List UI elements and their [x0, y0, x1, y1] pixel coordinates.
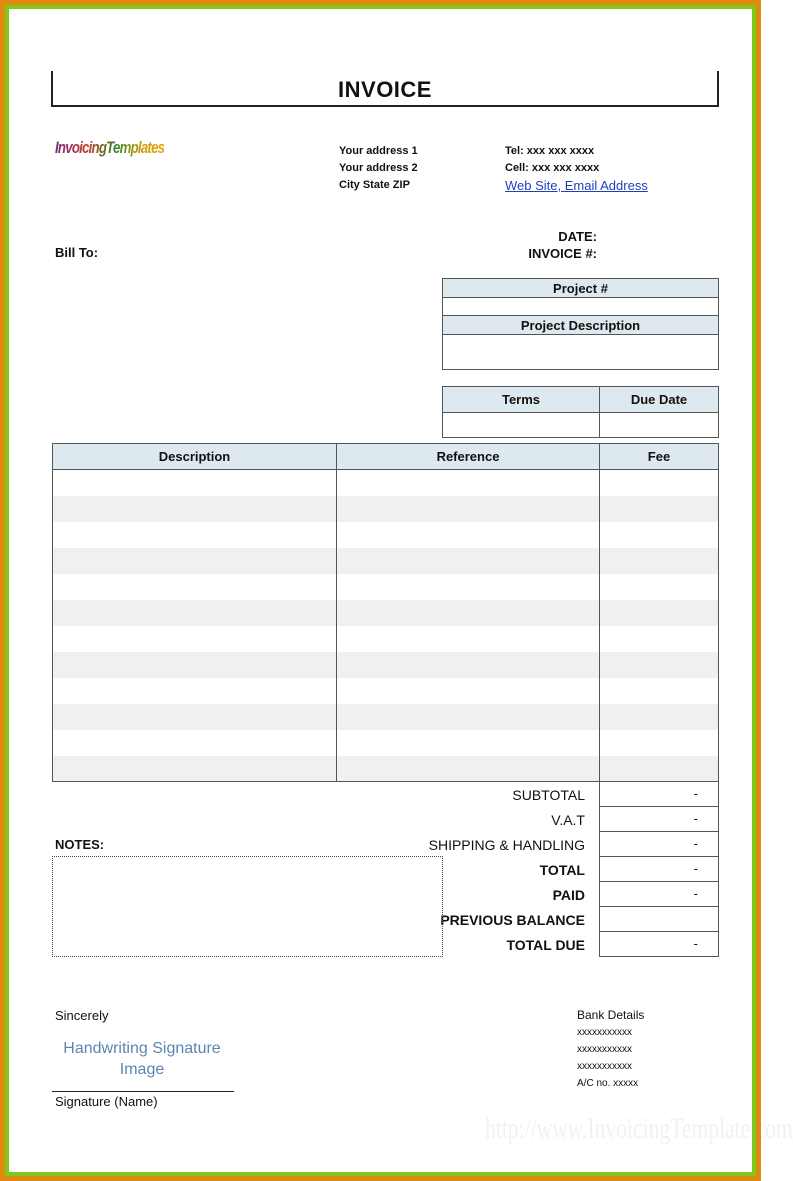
table-row — [53, 704, 719, 730]
terms-cell[interactable] — [443, 413, 600, 438]
invoice-meta — [528, 228, 597, 262]
table-row — [53, 600, 719, 626]
invoice-number-label: INVOICE #: — [528, 246, 597, 261]
project-number-header: Project # — [443, 279, 719, 298]
description-header: Description — [53, 444, 337, 470]
page-title: INVOICE — [338, 77, 432, 102]
description-cell[interactable] — [53, 704, 337, 730]
signature-line — [52, 1091, 234, 1092]
description-cell[interactable] — [53, 626, 337, 652]
address-line-1: Your address 1 — [339, 145, 418, 157]
signature-name: Signature (Name) — [55, 1094, 158, 1109]
description-cell[interactable] — [53, 548, 337, 574]
totals-value-cell[interactable]: - — [599, 932, 719, 957]
title-bar — [51, 71, 719, 107]
description-cell[interactable] — [53, 756, 337, 782]
address-line-2: Your address 2 — [339, 162, 418, 174]
bank-line-1: xxxxxxxxxxx — [577, 1027, 632, 1038]
project-number-cell[interactable] — [443, 298, 719, 316]
signature-image-placeholder — [52, 1038, 232, 1080]
reference-cell[interactable] — [337, 626, 600, 652]
address-city: City State ZIP — [339, 179, 410, 191]
table-row — [53, 522, 719, 548]
date-label: DATE: — [558, 229, 597, 244]
totals-value-cell[interactable]: - — [599, 882, 719, 907]
totals-value-cell[interactable]: - — [599, 857, 719, 882]
bank-line-3: xxxxxxxxxxx — [577, 1061, 632, 1072]
notes-label: NOTES: — [55, 837, 105, 852]
totals-value-cell[interactable]: - — [599, 782, 719, 807]
fee-cell[interactable] — [600, 470, 719, 496]
totals-label: SHIPPING & HANDLING — [428, 837, 585, 853]
watermark: http://www.InvoicingTemplate.com — [485, 1112, 793, 1145]
bank-line-2: xxxxxxxxxxx — [577, 1044, 632, 1055]
reference-cell[interactable] — [337, 678, 600, 704]
description-cell[interactable] — [53, 574, 337, 600]
totals-value-cell[interactable]: - — [599, 832, 719, 857]
totals-label: TOTAL DUE — [506, 937, 585, 953]
table-row — [53, 470, 719, 496]
table-row — [53, 574, 719, 600]
company-contact — [505, 143, 648, 194]
fee-header: Fee — [600, 444, 719, 470]
reference-cell[interactable] — [337, 496, 600, 522]
totals-value-cell[interactable] — [599, 907, 719, 932]
project-description-header: Project Description — [443, 316, 719, 335]
due-date-cell[interactable] — [600, 413, 719, 438]
fee-cell[interactable] — [600, 522, 719, 548]
description-cell[interactable] — [53, 470, 337, 496]
fee-cell[interactable] — [600, 496, 719, 522]
cell: Cell: xxx xxx xxxx — [505, 162, 600, 174]
fee-cell[interactable] — [600, 730, 719, 756]
totals-label: V.A.T — [551, 812, 585, 828]
project-table — [442, 278, 719, 370]
description-cell[interactable] — [53, 522, 337, 548]
table-row — [53, 496, 719, 522]
table-row — [53, 756, 719, 782]
reference-cell[interactable] — [337, 704, 600, 730]
bank-label: Bank Details — [577, 1008, 645, 1022]
company-logo: InvoicingTemplates — [55, 138, 165, 157]
tel: Tel: xxx xxx xxxx — [505, 145, 595, 157]
table-row — [53, 626, 719, 652]
bank-details — [577, 1007, 644, 1092]
terms-table — [442, 386, 719, 438]
fee-cell[interactable] — [600, 548, 719, 574]
description-cell[interactable] — [53, 730, 337, 756]
fee-cell[interactable] — [600, 626, 719, 652]
bank-account: A/C no. xxxxx — [577, 1078, 639, 1089]
fee-cell[interactable] — [600, 678, 719, 704]
table-row — [53, 652, 719, 678]
totals-values — [599, 782, 719, 957]
reference-cell[interactable] — [337, 652, 600, 678]
reference-cell[interactable] — [337, 730, 600, 756]
table-row — [53, 548, 719, 574]
reference-cell[interactable] — [337, 574, 600, 600]
signature-image-text-1: Handwriting Signature — [63, 1040, 221, 1057]
fee-cell[interactable] — [600, 652, 719, 678]
reference-cell[interactable] — [337, 522, 600, 548]
website-link[interactable]: Web Site, Email Address — [505, 178, 648, 193]
reference-cell[interactable] — [337, 548, 600, 574]
description-cell[interactable] — [53, 652, 337, 678]
totals-label: PAID — [552, 887, 585, 903]
reference-cell[interactable] — [337, 756, 600, 782]
description-cell[interactable] — [53, 678, 337, 704]
due-date-header: Due Date — [600, 387, 719, 413]
project-description-cell[interactable] — [443, 335, 719, 370]
totals-label: TOTAL — [539, 862, 585, 878]
signature-image-text-2: Image — [119, 1061, 165, 1078]
reference-cell[interactable] — [337, 600, 600, 626]
fee-cell[interactable] — [600, 600, 719, 626]
bill-to-label: Bill To: — [55, 245, 99, 260]
fee-cell[interactable] — [600, 704, 719, 730]
description-cell[interactable] — [53, 496, 337, 522]
company-address — [339, 143, 418, 194]
table-row — [53, 678, 719, 704]
table-row — [53, 730, 719, 756]
sincerely: Sincerely — [55, 1008, 109, 1023]
reference-cell[interactable] — [337, 470, 600, 496]
totals-label: PREVIOUS BALANCE — [440, 912, 585, 928]
reference-header: Reference — [337, 444, 600, 470]
fee-cell[interactable] — [600, 574, 719, 600]
totals-label: SUBTOTAL — [512, 787, 585, 803]
notes-box[interactable] — [52, 856, 443, 957]
terms-header: Terms — [443, 387, 600, 413]
totals-value-cell[interactable]: - — [599, 807, 719, 832]
description-cell[interactable] — [53, 600, 337, 626]
line-items-table — [52, 443, 719, 782]
fee-cell[interactable] — [600, 756, 719, 782]
